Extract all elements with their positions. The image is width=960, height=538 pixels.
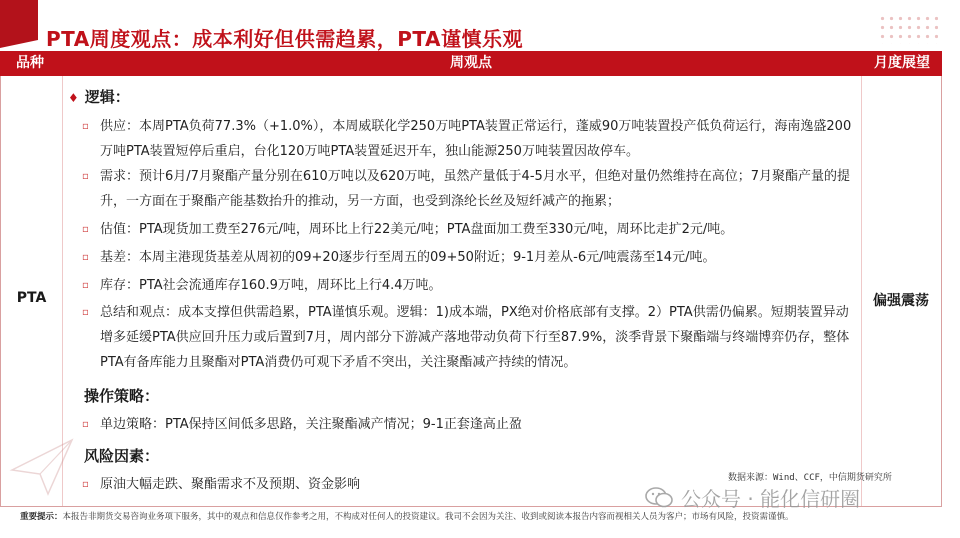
list-item-text: 总结和观点：成本支撑但供需趋累，PTA谨慎乐观。逻辑：1)成本端，PX绝对价格底部有支撑。2）PTA供需仍偏累。短期装置异动增多延缓PTA供应回升压力或后置到7月，周内部分下游减产落地带动负荷下行至87.9%，淡季背景下聚酯端与终端博弈仍存，整体PTA有备库能力且聚酯对PTA消费仍可观下矛盾不突出，关注聚酯减产持续的情况。 xyxy=(100,305,850,370)
wechat-icon xyxy=(645,486,673,508)
list-item-text: 基差：本周主港现货基差从周初的09+20逐步行至周五的09+50附近；9-1月差从-6元/吨震荡至14元/吨。 xyxy=(100,250,716,265)
hollow-square-icon: ▫ xyxy=(82,307,89,318)
list-item-text: 估值：PTA现货加工费至276元/吨，周环比上行22美元/吨；PTA盘面加工费至330元/吨，周环比走扩2元/吨。 xyxy=(100,222,734,237)
header-monthly-outlook: 月度展望 xyxy=(874,55,930,71)
hollow-square-icon: ▫ xyxy=(82,121,89,132)
hollow-square-icon: ▫ xyxy=(82,171,89,182)
list-item-text: 单边策略：PTA保持区间低多思路，关注聚酯减产情况；9-1正套逢高止盈 xyxy=(100,417,522,432)
list-item xyxy=(82,114,852,164)
section-risk-heading xyxy=(68,445,159,466)
monthly-outlook-cell: 偏强震荡 xyxy=(873,293,929,309)
data-source-note: 数据来源：Wind、CCF，中信期货研究所 xyxy=(728,473,892,483)
hollow-square-icon: ▫ xyxy=(82,479,89,490)
dot-grid-decoration xyxy=(878,14,938,44)
corner-accent xyxy=(0,0,38,40)
section-logic-heading xyxy=(68,86,130,107)
paper-plane-icon xyxy=(8,432,78,502)
hollow-square-icon: ▫ xyxy=(82,280,89,291)
hollow-square-icon: ▫ xyxy=(82,224,89,235)
header-variety: 品种 xyxy=(16,55,44,71)
hollow-square-icon: ▫ xyxy=(82,419,89,430)
list-item-text: 原油大幅走跌、聚酯需求不及预期、资金影响 xyxy=(100,477,361,492)
section-strategy-heading xyxy=(68,385,159,406)
list-item xyxy=(82,412,852,437)
variety-cell: PTA xyxy=(16,290,47,306)
watermark xyxy=(645,483,860,511)
list-item xyxy=(82,217,852,242)
hollow-square-icon: ▫ xyxy=(82,252,89,263)
list-item-text: 需求：预计6月/7月聚酯产量分别在610万吨以及620万吨，虽然产量低于4-5月水平，但绝对量仍然维持在高位；7月聚酯产量的提升，一方面在于聚酯产能基数抬升的推动，另一方面，也受到涤纶长丝及短纤减产的拖累； xyxy=(100,169,851,209)
header-weekly-view: 周观点 xyxy=(450,55,492,71)
disclaimer xyxy=(20,511,840,524)
list-item-text: 库存：PTA社会流通库存160.9万吨，周环比上行4.4万吨。 xyxy=(100,278,442,293)
list-item xyxy=(82,245,852,270)
disclaimer-text: 本报告非期货交易咨询业务项下服务，其中的观点和信息仅作参考之用，不构成对任何人的投资建议。我司不会因为关注、收到或阅读本报告内容而视相关人员为客户；市场有风险，投资需谨慎。 xyxy=(62,512,794,522)
section-risk-title: 风险因素： xyxy=(84,447,160,465)
diamond-icon: ♦ xyxy=(68,91,79,105)
disclaimer-label: 重要提示： xyxy=(20,512,63,522)
section-logic-title: 逻辑： xyxy=(84,88,130,106)
list-item xyxy=(82,300,852,375)
table-header xyxy=(0,51,942,76)
list-item-text: 供应：本周PTA负荷77.3%（+1.0%），本周威联化学250万吨PTA装置正常运行，蓬威90万吨装置投产低负荷运行，海南逸盛200万吨PTA装置短停后重启，台化120万吨PTA装置延迟开车，独山能源250万吨装置因故停车。 xyxy=(100,119,852,159)
page-title: PTA周度观点：成本利好但供需趋累，PTA谨慎乐观 xyxy=(46,27,523,51)
section-strategy-title: 操作策略： xyxy=(84,387,160,405)
watermark-text: 公众号 · 能化信研圈 xyxy=(681,486,861,511)
list-item xyxy=(82,164,852,214)
list-item xyxy=(82,273,852,298)
